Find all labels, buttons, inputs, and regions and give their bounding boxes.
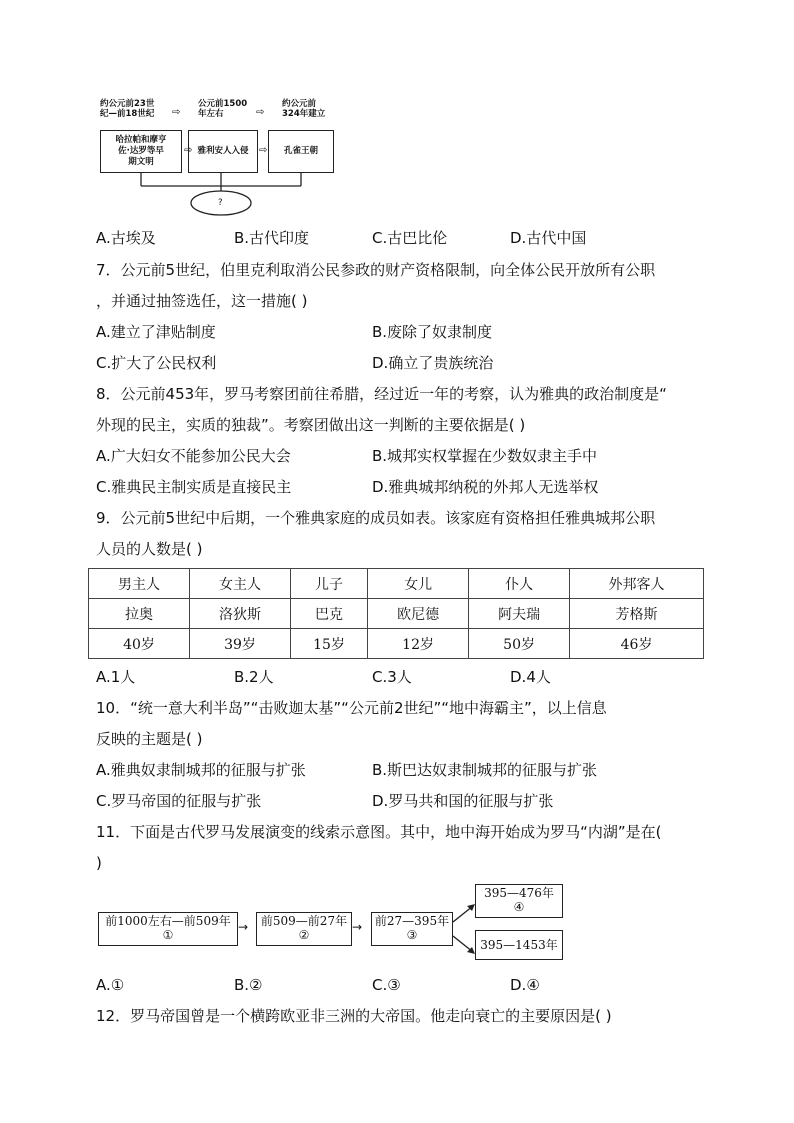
family-table (88, 568, 704, 659)
label-period-1: 约公元前23世 纪—前18世纪 (100, 99, 155, 119)
q7-option-a: A.建立了津贴制度 (96, 323, 216, 341)
arrow-right-icon: ⇨ (184, 145, 193, 156)
q8-option-b: B.城邦实权掌握在少数奴隶主手中 (372, 447, 598, 465)
q10-option-a: A.雅典奴隶制城邦的征服与扩张 (96, 761, 306, 779)
table-row-names (89, 599, 704, 629)
arrow-right-icon: ⇨ (256, 107, 265, 118)
arrow-right-icon: ⇨ (172, 107, 181, 118)
box-maurya: 孔雀王朝 (268, 130, 334, 173)
table-cell: 欧尼德 (368, 599, 469, 629)
table-cell: 女儿 (368, 569, 469, 599)
table-cell: 仆人 (469, 569, 570, 599)
arrow-right-icon: ⇨ (259, 145, 268, 156)
q9-option-d: D.4人 (510, 668, 551, 686)
q7-option-c: C.扩大了公民权利 (96, 354, 217, 372)
arrow-right-icon: → (352, 920, 363, 934)
table-cell: 12岁 (368, 629, 469, 659)
stage-period: 前1000左右—前509年 (105, 914, 231, 928)
q11-stem-1: 11．下面是古代罗马发展演变的线索示意图。其中，地中海开始成为罗马“内湖”是在( (96, 823, 662, 841)
q10-option-d: D.罗马共和国的征服与扩张 (372, 792, 554, 810)
table-cell: 50岁 (469, 629, 570, 659)
q7-stem-1: 7．公元前5世纪，伯里克利取消公民参政的财产资格限制，向全体公民开放所有公职 (96, 261, 656, 279)
q11-option-c: C.③ (372, 976, 401, 994)
table-cell: 阿夫瑞 (469, 599, 570, 629)
q9-option-b: B.2人 (234, 668, 274, 686)
table-cell: 40岁 (89, 629, 190, 659)
q7-option-d: D.确立了贵族统治 (372, 354, 494, 372)
label-period-3: 约公元前 324年建立 (282, 99, 326, 119)
q12-stem-1: 12．罗马帝国曾是一个横跨欧亚非三洲的大帝国。他走向衰亡的主要原因是( ) (96, 1007, 612, 1025)
box-aryan: 雅利安人入侵 (188, 130, 258, 173)
q7-option-b: B.废除了奴隶制度 (372, 323, 493, 341)
q10-option-b: B.斯巴达奴隶制城邦的征服与扩张 (372, 761, 598, 779)
table-cell: 拉奥 (89, 599, 190, 629)
stage-period: 前509—前27年 (260, 914, 348, 928)
q11-option-b: B.② (234, 976, 263, 994)
stage-period: 395—476年 (484, 886, 554, 900)
ellipse-label: ? (218, 198, 223, 208)
rome-stage-3 (371, 912, 453, 946)
rome-stage-5 (475, 930, 563, 960)
q8-option-a: A.广大妇女不能参加公民大会 (96, 447, 291, 465)
q11-option-d: D.④ (510, 976, 540, 994)
table-cell: 男主人 (89, 569, 190, 599)
table-cell: 儿子 (291, 569, 368, 599)
stage-number: ① (162, 928, 174, 942)
branch-arrows (453, 900, 477, 960)
stage-period: 395—1453年 (480, 938, 558, 952)
arrow-right-icon: → (238, 920, 249, 934)
q6-option-b: B.古代印度 (234, 229, 310, 247)
table-cell: 39岁 (190, 629, 291, 659)
stage-number: ④ (513, 900, 525, 914)
table-row-roles (89, 569, 704, 599)
stage-period: 前27—395年 (374, 914, 450, 928)
rome-stage-4 (475, 884, 563, 918)
label-period-2: 公元前1500 年左右 (198, 99, 248, 119)
q9-option-c: C.3人 (372, 668, 412, 686)
q8-stem-1: 8．公元前453年，罗马考察团前往希腊，经过近一年的考察，认为雅典的政治制度是“ (96, 385, 667, 403)
table-cell: 芳格斯 (570, 599, 704, 629)
q9-stem-1: 9．公元前5世纪中后期，一个雅典家庭的成员如表。该家庭有资格担任雅典城邦公职 (96, 509, 656, 527)
q10-stem-2: 反映的主题是( ) (96, 730, 203, 748)
table-cell: 巴克 (291, 599, 368, 629)
q7-stem-2: ，并通过抽签选任，这一措施( ) (96, 292, 308, 310)
table-cell: 外邦客人 (570, 569, 704, 599)
box-harappa: 哈拉帕和摩亨 佐·达罗等早 期文明 (100, 130, 182, 173)
table-cell: 洛狄斯 (190, 599, 291, 629)
q11-stem-2: ) (96, 854, 102, 872)
q6-option-a: A.古埃及 (96, 229, 156, 247)
q9-option-a: A.1人 (96, 668, 136, 686)
q10-stem-1: 10．“统一意大利半岛”“击败迦太基”“公元前2世纪”“地中海霸主”，以上信息 (96, 699, 607, 717)
table-cell: 46岁 (570, 629, 704, 659)
q6-option-d: D.古代中国 (510, 229, 587, 247)
q6-option-c: C.古巴比伦 (372, 229, 448, 247)
stage-number: ② (298, 928, 310, 942)
q8-option-c: C.雅典民主制实质是直接民主 (96, 478, 292, 496)
q9-stem-2: 人员的人数是( ) (96, 540, 203, 558)
rome-stage-1 (98, 912, 238, 946)
q8-stem-2: 外现的民主，实质的独裁”。考察团做出这一判断的主要依据是( ) (96, 416, 526, 434)
table-row-ages (89, 629, 704, 659)
india-history-diagram (96, 96, 346, 221)
q8-option-d: D.雅典城邦纳税的外邦人无选举权 (372, 478, 599, 496)
table-cell: 女主人 (190, 569, 291, 599)
q10-option-c: C.罗马帝国的征服与扩张 (96, 792, 262, 810)
rome-stage-2 (256, 912, 352, 946)
q11-option-a: A.① (96, 976, 125, 994)
stage-number: ③ (406, 928, 418, 942)
table-cell: 15岁 (291, 629, 368, 659)
